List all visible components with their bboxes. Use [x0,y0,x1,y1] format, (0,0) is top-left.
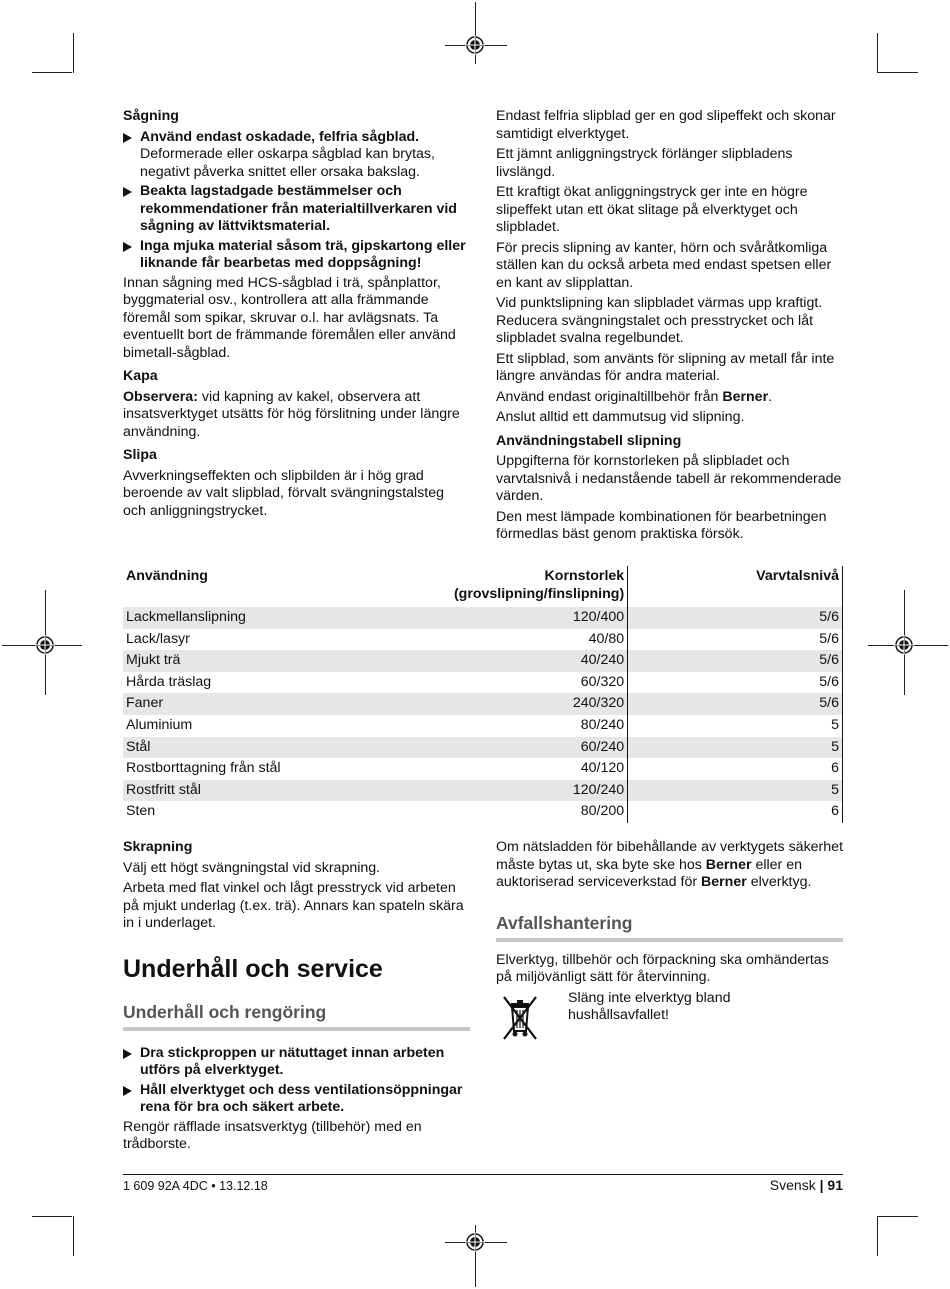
crop-mark [878,72,918,73]
crop-mark [877,1216,878,1256]
cell-speed: 5/6 [628,629,843,651]
column-header-grit [438,566,628,607]
bullet-arrow-icon [123,1086,132,1096]
cell-speed: 5/6 [628,650,843,672]
cell-grit: 60/320 [438,672,628,694]
column-header-grit-line1: Kornstorlek [544,568,625,584]
registration-mark-icon [35,635,55,655]
bullet-bold-text: Inga mjuka material såsom trä, gipskartong eller liknande får bearbetas med doppsågning! [140,237,466,271]
bullet-arrow-icon [123,242,132,252]
disposal-note [496,990,843,1050]
paragraph: Elverktyg, tillbehör och förpackning ska omhändertas på miljövänligt sätt för återvinning. [496,951,829,985]
document-code: 1 609 92A 4DC • 13.12.18 [123,1179,268,1193]
footer-separator: | [819,1177,824,1193]
paragraph: Innan sågning med HCS-sågblad i trä, spånplattor, byggmaterial osv., kontrollera att alla främmande föremål som spikar, skruvar o.l. har avlägsnats. Ta eventuellt bort de främmande föremålen eller använd bimetall-sågblad. [123,274,456,361]
cell-grit: 80/200 [438,801,628,823]
table-row [123,629,843,651]
column-header-usage: Användning [126,568,208,584]
section-heading-table: Användningstabell slipning [496,432,682,449]
table-row [123,737,843,759]
table-row [123,758,843,780]
crop-mark [73,33,74,73]
text: Använd endast originaltillbehör från [496,388,723,405]
bullet-arrow-icon [123,133,132,143]
bullet-bold-text: Beakta lagstadgade bestämmelser och rekommendationer från materialtillverkaren vid sågning av lättviktsmaterial. [140,183,457,234]
paragraph: Rengör räfflade insatsverktyg (tillbehör) med en trådborste. [123,1118,422,1152]
table-row [123,693,843,715]
cell-grit: 40/80 [438,629,628,651]
disposal-text: Släng inte elverktyg bland hushållsavfallet! [568,989,731,1023]
paragraph: Avverkningseffekten och slipbilden är i hög grad beroende av valt slipblad, förvalt svängningstalsteg och anliggningstrycket. [123,467,444,519]
section-heading-skrapning: Skrapning [123,839,193,855]
brand-name: Berner [701,874,747,890]
text: . [768,388,773,405]
paragraph [496,839,843,892]
note-label: Observera: [123,388,198,405]
cell-grit: 60/240 [438,737,628,759]
cell-usage: Stål [123,737,438,759]
left-column-bottom [123,839,470,1157]
column-header-speed: Varvtalsnivå [628,566,843,607]
cell-usage: Lack/lasyr [126,630,190,647]
cell-usage: Aluminium [126,716,193,733]
cell-speed: 5/6 [628,607,843,629]
page-number: 91 [827,1177,843,1193]
bullet-bold-text: Använd endast oskadade, felfria sågblad. [140,128,420,145]
registration-mark-icon [465,1232,485,1252]
bullet-text: Deformerade eller oskarpa sågblad kan brytas, negativt påverka snittet eller orsaka bakslag. [140,146,435,180]
paragraph: Anslut alltid ett dammutsug vid slipning. [496,409,745,425]
table-row [123,650,843,672]
cell-grit: 40/240 [438,650,628,672]
table-row [123,801,843,823]
cell-usage: Sten [126,803,156,820]
cell-speed: 5/6 [628,693,843,715]
table-row [123,715,843,737]
bullet-item [123,183,470,236]
bullet-arrow-icon [123,1049,132,1059]
registration-mark-icon [894,635,914,655]
page-label [770,1177,843,1193]
bullet-bold-text: Dra stickproppen ur nätuttaget innan arbeten utförs på elverktyget. [140,1044,445,1078]
paragraph: Ett slipblad, som använts för slipning av metall får inte längre användas för andra material. [496,350,835,384]
text: Om nätsladden för bibehållande av verktygets säkerhet måste bytas ut, ska byte ske hos [496,839,844,873]
cell-usage: Mjukt trä [123,650,438,672]
table-header-row [123,566,843,607]
note-text: vid kapning av kakel, observera att insatsverktyget utsätts för hög förslitning under längre användning. [123,388,460,440]
crossed-out-bin-icon [498,993,542,1043]
cell-usage: Hårda träslag [126,673,212,690]
main-heading: Underhåll och service [123,954,383,983]
paragraph [123,389,470,442]
cell-grit: 40/120 [438,758,628,780]
cell-grit: 120/400 [438,607,628,629]
bullet-item [123,129,470,182]
paragraph [496,389,843,407]
table-row [123,780,843,802]
left-column-top [123,108,470,523]
bullet-item [123,238,470,273]
paragraph: Endast felfria slipblad ger en god slipeffekt och skonar samtidigt elverktyget. [496,108,836,142]
text: eller en auktoriserad serviceverkstad för [496,856,802,890]
cell-speed: 6 [628,801,843,823]
section-heading-kapa: Kapa [123,368,158,384]
bullet-item [123,1082,470,1117]
bullet-arrow-icon [123,187,132,197]
cell-usage: Rostfritt stål [123,780,438,802]
column-header-grit-line2: (grovslipning/finslipning) [453,585,625,602]
text: elverktyg. [746,874,812,890]
sub-heading: Underhåll och rengöring [123,1001,470,1031]
language-label: Svensk [769,1177,816,1193]
paragraph: Ett kraftigt ökat anliggningstryck ger inte en högre slipeffekt utan ett ökat slitage på elverktyget och slipbladet. [496,184,808,235]
right-column-top [496,108,843,547]
crop-mark [32,1216,72,1217]
paragraph: Uppgifterna för kornstorleken på slipbladet och varvtalsnivå i nedanstående tabell är rekommenderade värden. [496,453,842,504]
cell-usage: Faner [123,693,438,715]
bullet-item [123,1045,470,1080]
bullet-bold-text: Håll elverktyget och dess ventilationsöppningar rena för bra och säkert arbete. [140,1081,463,1115]
grinding-table [123,566,843,823]
cell-speed: 5 [628,737,843,759]
cell-speed: 6 [628,758,843,780]
paragraph: Välj ett högt svängningstal vid skrapning. [123,859,381,876]
crop-mark [877,33,878,73]
right-column-bottom [496,839,843,1050]
paragraph: Arbeta med flat vinkel och lågt presstryck vid arbeten på mjukt underlag (t.ex. trä). Annars kan spateln skära in i underlaget. [123,880,464,931]
paragraph: Ett jämnt anliggningstryck förlänger slipbladens livslängd. [496,146,793,180]
table-row [123,607,843,629]
section-heading-slipa: Slipa [123,447,157,463]
paragraph: För precis slipning av kanter, hörn och svåråtkomliga ställen kan du också arbeta med endast spetsen eller en kant av slipplattan. [496,239,832,291]
cell-grit: 80/240 [438,715,628,737]
crop-mark [32,72,72,73]
cell-usage: Lackmellanslipning [123,607,438,629]
paragraph: Den mest lämpade kombinationen för bearbetningen förmedlas bäst genom praktiska försök. [496,508,827,542]
cell-speed: 5/6 [628,672,843,694]
section-heading-sagning: Sågning [123,108,179,124]
cell-speed: 5 [628,715,843,737]
brand-name: Berner [705,856,752,873]
cell-grit: 120/240 [438,780,628,802]
page-footer [123,1174,843,1193]
cell-speed: 5 [628,780,843,802]
registration-mark-icon [465,35,485,55]
crop-mark [73,1216,74,1256]
sub-heading-avfall: Avfallshantering [496,912,843,942]
table-row [123,672,843,694]
brand-name: Berner [722,388,769,405]
cell-grit: 240/320 [438,693,628,715]
crop-mark [878,1216,918,1217]
cell-usage: Rostborttagning från stål [126,760,281,777]
paragraph: Vid punktslipning kan slipbladet värmas upp kraftigt. Reducera svängningstalet och presstrycket och låt slipbladet svalna regelbundet. [496,295,823,346]
